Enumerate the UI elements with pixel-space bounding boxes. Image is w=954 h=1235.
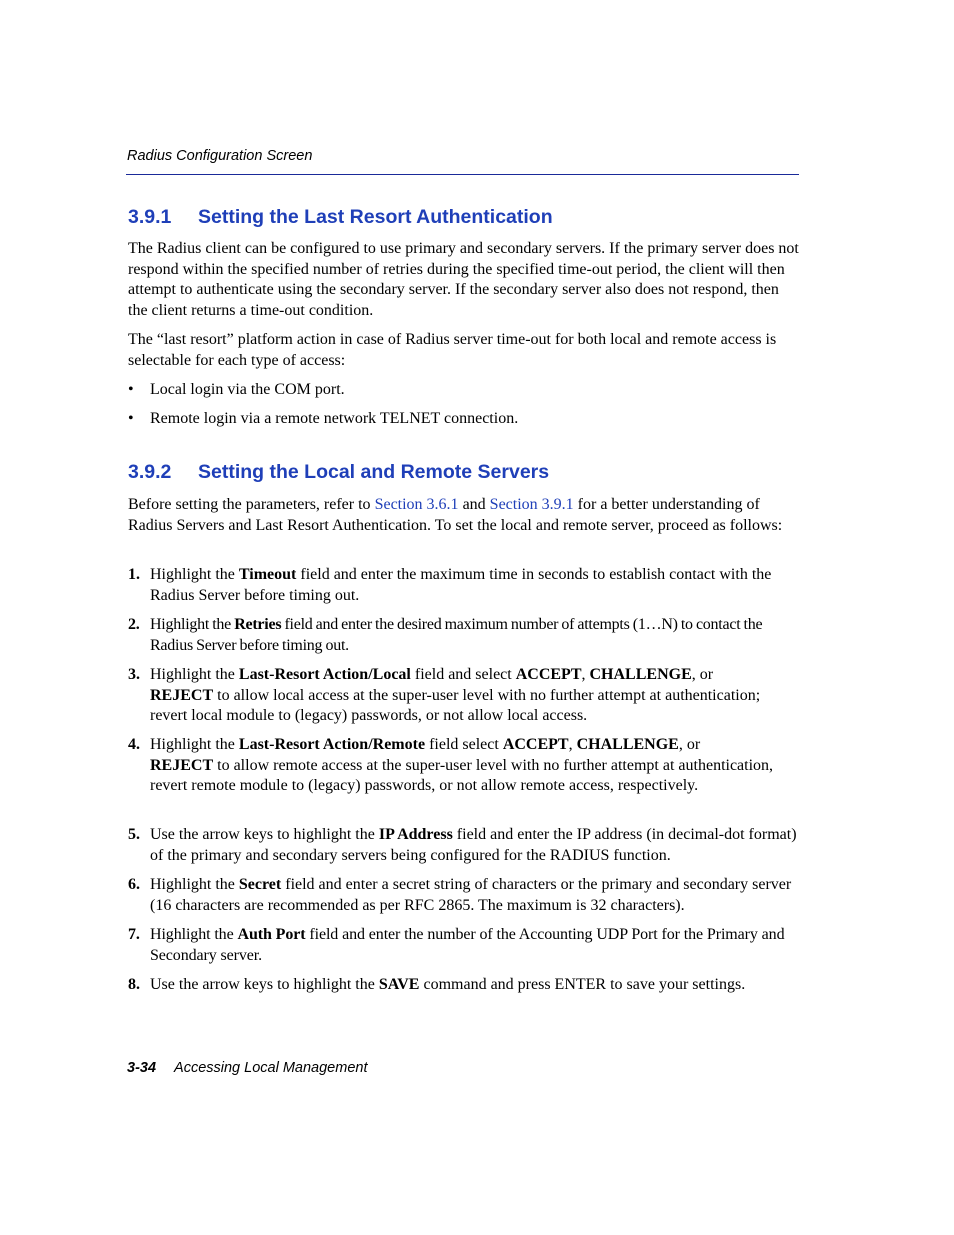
step-text: Highlight the Timeout field and enter the maximum time in seconds to establish contact with the Radius Server before timing out.	[150, 566, 772, 604]
step-item	[128, 565, 800, 606]
running-header: Radius Configuration Screen	[127, 148, 313, 164]
list-item-text: Remote login via a remote network TELNET connection.	[150, 410, 519, 427]
paragraph: The “last resort” platform action in case of Radius server time-out for both local and remote access is selectable for each type of access:	[128, 331, 777, 369]
section-3-9-1-link[interactable]: Section 3.9.1	[489, 496, 574, 513]
paragraph	[128, 495, 800, 536]
text-run: Before setting the parameters, refer to	[128, 496, 375, 513]
bullet-mark: •	[128, 381, 134, 398]
bullet-mark: •	[128, 410, 134, 427]
step-text: Highlight the Last-Resort Action/Local field and select ACCEPT, CHALLENGE, or REJECT to allow local access at the super-user level with no further attempt at authentication; revert local module to (legacy) passwords, or not allow local access.	[150, 666, 761, 724]
chapter-title: Accessing Local Management	[174, 1060, 368, 1076]
section-heading-3-9-1	[128, 206, 553, 229]
section-title: Setting the Local and Remote Servers	[198, 461, 550, 483]
section-number: 3.9.2	[128, 461, 172, 483]
section-number: 3.9.1	[128, 206, 172, 228]
text-run: for a better understanding of Radius Servers and Last Resort Authentication. To set the local and remote server, proceed as follows:	[128, 496, 783, 534]
paragraph: The Radius client can be configured to use primary and secondary servers. If the primary server does not respond within the specified number of retries during the specified time-out period, the client will then attempt to authenticate using the secondary server. If the secondary server also does not respond, then the client returns a time-out condition.	[128, 240, 799, 319]
step-number: 2.	[128, 616, 140, 633]
step-number: 5.	[128, 826, 140, 843]
step-number: 3.	[128, 666, 140, 683]
step-item	[128, 665, 800, 727]
step-number: 7.	[128, 926, 140, 943]
step-item	[128, 925, 800, 966]
step-number: 6.	[128, 876, 140, 893]
step-number: 1.	[128, 566, 140, 583]
list-item-text: Local login via the COM port.	[150, 381, 345, 398]
step-text: Use the arrow keys to highlight the IP Address field and enter the IP address (in decimal-dot format) of the primary and secondary servers being configured for the RADIUS function.	[150, 826, 797, 864]
step-item	[128, 875, 800, 916]
header-rule	[126, 174, 799, 175]
step-text: Highlight the Retries field and enter the desired maximum number of attempts (1…N) to contact the Radius Server before timing out.	[150, 616, 763, 654]
step-number: 4.	[128, 736, 140, 753]
step-item	[128, 825, 800, 866]
step-item	[128, 975, 800, 996]
step-text: Use the arrow keys to highlight the SAVE command and press ENTER to save your settings.	[150, 976, 746, 993]
section-3-6-1-link[interactable]: Section 3.6.1	[374, 496, 459, 513]
step-number: 8.	[128, 976, 140, 993]
step-item	[128, 735, 800, 797]
text-run: and	[458, 496, 490, 513]
step-text: Highlight the Last-Resort Action/Remote field select ACCEPT, CHALLENGE, or REJECT to allow remote access at the super-user level with no further attempt at authentication, revert remote module to (legacy) passwords, or not allow remote access, respectively.	[150, 736, 774, 794]
page-footer	[127, 1060, 367, 1076]
step-item	[128, 615, 800, 656]
step-text: Highlight the Auth Port field and enter the number of the Accounting UDP Port for the Primary and Secondary server.	[150, 926, 785, 964]
section-heading-3-9-2	[128, 461, 549, 484]
page-number: 3-34	[127, 1060, 157, 1076]
section-title: Setting the Last Resort Authentication	[198, 206, 553, 228]
step-text: Highlight the Secret field and enter a secret string of characters or the primary and secondary server (16 characters are recommended as per RFC 2865. The maximum is 32 characters).	[150, 876, 792, 914]
